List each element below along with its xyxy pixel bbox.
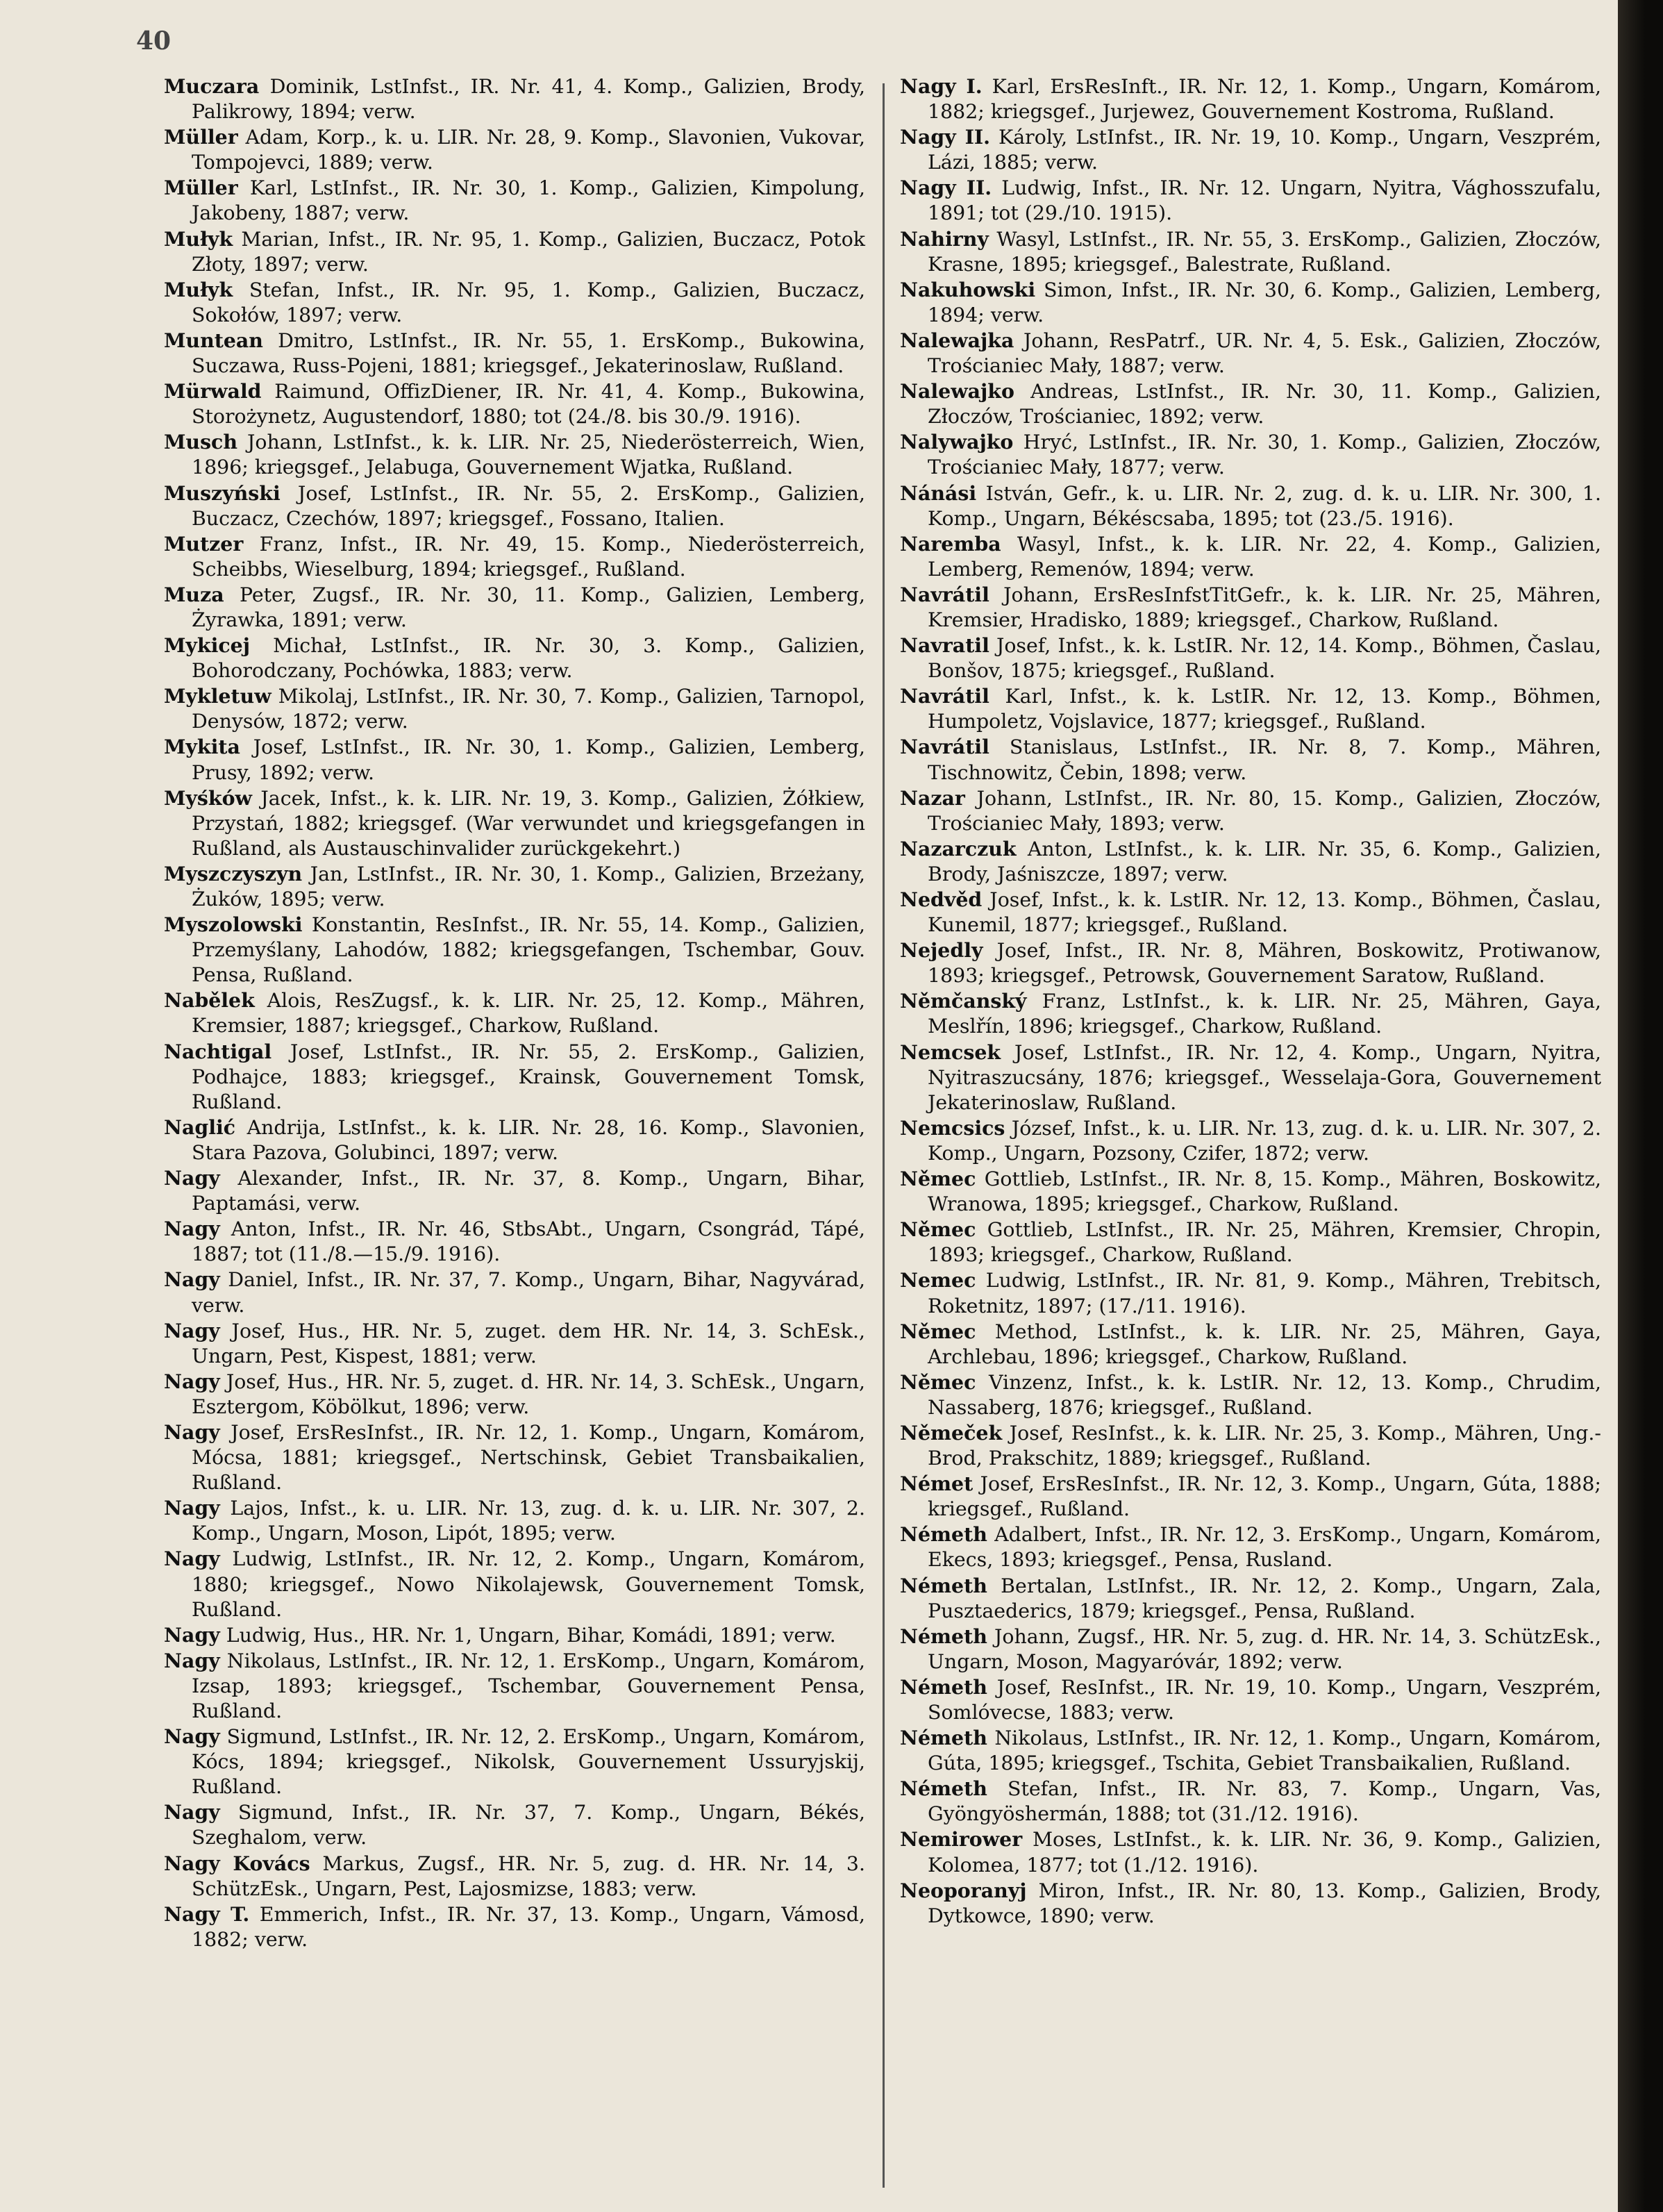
entry-surname: Nahirny (900, 226, 989, 251)
entry-surname: Nagy (164, 1648, 220, 1672)
entry-surname: Naremba (900, 531, 1001, 556)
entry-details: József, Infst., k. u. LIR. Nr. 13, zug. d. k. u. LIR. Nr. 307, 2. Komp., Ungarn, Pozsony, Czifer, 1872; verw. (928, 1116, 1601, 1165)
casualty-entry (164, 277, 865, 328)
entry-details: Ludwig, Infst., IR. Nr. 12. Ungarn, Nyitra, Vághosszufalu, 1891; tot (29./10. 1915). (928, 176, 1601, 225)
column-divider (883, 83, 885, 2188)
entry-details: Gottlieb, LstInfst., IR. Nr. 8, 15. Komp., Mähren, Boskowitz, Wranowa, 1895; kriegsgef., Charkow, Rußland. (928, 1167, 1601, 1216)
casualty-entry (164, 226, 865, 277)
entry-surname: Nagy (164, 1622, 220, 1647)
left-column (164, 74, 865, 1952)
casualty-entry (164, 1420, 865, 1495)
casualty-entry (164, 1369, 865, 1420)
casualty-entry (900, 429, 1601, 480)
casualty-entry (164, 734, 865, 785)
casualty-entry (164, 1622, 865, 1648)
entry-details: Jan, LstInfst., IR. Nr. 30, 1. Komp., Galizien, Brzeżany, Żuków, 1895; verw. (192, 862, 865, 910)
casualty-entry (900, 633, 1601, 683)
entry-details: Alexander, Infst., IR. Nr. 37, 8. Komp., Ungarn, Bihar, Paptamási, verw. (192, 1167, 865, 1215)
entry-surname: Němec (900, 1167, 976, 1191)
entry-surname: Nazarczuk (900, 836, 1017, 860)
entry-surname: Muntean (164, 328, 263, 352)
entry-details: Josef, Hus., HR. Nr. 5, zuget. d. HR. Nr. 14, 3. SchEsk., Ungarn, Esztergom, Köbölkut, 1896; verw. (192, 1370, 865, 1418)
casualty-entry (164, 74, 865, 124)
entry-surname: Nemcsics (900, 1115, 1005, 1140)
entry-details: Nikolaus, LstInfst., IR. Nr. 12, 1. ErsKomp., Ungarn, Komárom, Izsap, 1893; kriegsgef., Tschembar, Gouvernement Pensa, Rußland. (192, 1649, 865, 1722)
entry-details: Sigmund, LstInfst., IR. Nr. 12, 2. ErsKomp., Ungarn, Komárom, Kócs, 1894; kriegsgef., Nikolsk, Gouvernement Ussuryjskij, Rußland. (192, 1725, 865, 1799)
casualty-entry (900, 1624, 1601, 1674)
entry-details: Lajos, Infst., k. u. LIR. Nr. 13, zug. d. k. u. LIR. Nr. 307, 2. Komp., Ungarn, Moson, Lipót, 1895; verw. (192, 1497, 865, 1545)
entry-surname: Navratil (900, 633, 989, 658)
casualty-entry (900, 1319, 1601, 1370)
entry-surname: Nabělek (164, 988, 255, 1013)
entry-surname: Németh (900, 1522, 987, 1547)
entry-surname: Nalewajka (900, 328, 1014, 352)
entry-details: Alois, ResZugsf., k. k. LIR. Nr. 25, 12. Komp., Mähren, Kremsier, 1887; kriegsgef., Charkow, Rußland. (192, 989, 865, 1038)
entry-details: Johann, ErsResInfstTitGefr., k. k. LIR. Nr. 25, Mähren, Kremsier, Hradisko, 1889; kriegsgef., Charkow, Rußland. (928, 583, 1601, 631)
entry-surname: Nagy II. (900, 125, 991, 149)
entry-surname: Nagy (164, 1166, 220, 1190)
casualty-entry (164, 429, 865, 480)
entry-surname: Nagy (164, 1724, 220, 1749)
page-edge-shadow (1618, 0, 1663, 2212)
casualty-entry (900, 226, 1601, 277)
casualty-entry (164, 785, 865, 861)
casualty-entry (900, 481, 1601, 531)
casualty-entry (900, 1217, 1601, 1267)
casualty-entry (900, 1166, 1601, 1217)
casualty-entry (900, 124, 1601, 175)
entry-surname: Nemcsek (900, 1040, 1001, 1064)
entry-surname: Muczara (164, 74, 260, 98)
entry-details: Karl, LstInfst., IR. Nr. 30, 1. Komp., Galizien, Kimpolung, Jakobeny, 1887; verw. (192, 176, 865, 225)
entry-details: Hryć, LstInfst., IR. Nr. 30, 1. Komp., Galizien, Złoczów, Trościaniec Mały, 1877; verw. (928, 431, 1601, 479)
entry-surname: Németh (900, 1624, 987, 1648)
entry-surname: Myszczyszyn (164, 861, 303, 885)
entry-surname: Mułyk (164, 226, 233, 251)
casualty-entry (164, 582, 865, 633)
casualty-entry (164, 1115, 865, 1165)
casualty-entry (900, 328, 1601, 379)
entry-details: Josef, LstInfst., IR. Nr. 12, 4. Komp., Ungarn, Nyitra, Nyitraszucsány, 1876; kriegsgef., Wesselaja-Gora, Gouvernement Jekaterinoslaw, Rußland. (928, 1040, 1601, 1114)
entry-surname: Němec (900, 1370, 976, 1394)
casualty-entry (900, 734, 1601, 785)
casualty-entry (164, 1546, 865, 1622)
entry-surname: Nedvěd (900, 888, 983, 911)
entry-details: Jacek, Infst., k. k. LIR. Nr. 19, 3. Komp., Galizien, Żółkiew, Przystań, 1882; kriegsgef. (War verwundet und kriegsgefangen in Rußland, als Austauschinvalider zurückgekehrt.) (192, 786, 865, 860)
entry-details: Bertalan, LstInfst., IR. Nr. 12, 2. Komp., Ungarn, Zala, Pusztaederics, 1879; kriegsgef., Pensa, Rußland. (928, 1574, 1601, 1622)
entry-details: Johann, LstInfst., k. k. LIR. Nr. 25, Niederösterreich, Wien, 1896; kriegsgef., Jelabuga, Gouvernement Wjatka, Rußland. (192, 431, 865, 479)
entry-details: Miron, Infst., IR. Nr. 80, 13. Komp., Galizien, Brody, Dytkowce, 1890; verw. (928, 1879, 1601, 1927)
entry-surname: Nagy (164, 1369, 220, 1393)
casualty-entry (164, 1851, 865, 1902)
entry-surname: Myśków (164, 785, 252, 810)
entry-surname: Nemec (900, 1268, 976, 1292)
entry-details: Andreas, LstInfst., IR. Nr. 30, 11. Komp., Galizien, Złoczów, Trościaniec, 1892; verw. (928, 380, 1601, 429)
entry-details: Method, LstInfst., k. k. LIR. Nr. 25, Mähren, Gaya, Archlebau, 1896; kriegsgef., Charkow, Rußland. (928, 1320, 1601, 1368)
casualty-entry (900, 785, 1601, 836)
casualty-entry (164, 1902, 865, 1952)
entry-surname: Nemirower (900, 1827, 1023, 1852)
entry-details: Ludwig, Hus., HR. Nr. 1, Ungarn, Bihar, Komádi, 1891; verw. (219, 1623, 836, 1647)
casualty-entry (164, 1724, 865, 1799)
casualty-entry (900, 1827, 1601, 1877)
right-column (900, 74, 1601, 1929)
entry-details: Dominik, LstInfst., IR. Nr. 41, 4. Komp., Galizien, Brody, Palikrowy, 1894; verw. (192, 75, 865, 124)
entry-surname: Nejedly (900, 938, 983, 963)
casualty-entry (900, 531, 1601, 582)
entry-surname: Naglić (164, 1115, 236, 1139)
casualty-entry (164, 1799, 865, 1850)
entry-details: Stanislaus, LstInfst., IR. Nr. 8, 7. Komp., Mähren, Tischnowitz, Čebin, 1898; verw. (928, 735, 1601, 784)
entry-details: Stefan, Infst., IR. Nr. 83, 7. Komp., Ungarn, Vas, Gyöngyöshermán, 1888; tot (31./12. 1916). (928, 1777, 1601, 1826)
casualty-entry (164, 175, 865, 226)
entry-surname: Mułyk (164, 277, 233, 301)
casualty-entry (164, 481, 865, 531)
entry-surname: Němec (900, 1217, 976, 1242)
casualty-entry (164, 124, 865, 175)
entry-details: Josef, LstInfst., IR. Nr. 55, 2. ErsKomp., Galizien, Podhajce, 1883; kriegsgef., Krainsk, Gouvernement Tomsk, Rußland. (192, 1040, 865, 1113)
entry-surname: Němčanský (900, 989, 1027, 1013)
entry-details: Johann, Zugsf., HR. Nr. 5, zug. d. HR. Nr. 14, 3. SchützEsk., Ungarn, Moson, Magyaróvár, 1892; verw. (928, 1624, 1601, 1673)
entry-details: Franz, LstInfst., k. k. LIR. Nr. 25, Mähren, Gaya, Meslřín, 1896; kriegsgef., Charkow, Rußland. (928, 990, 1601, 1038)
entry-details: Josef, ErsResInfst., IR. Nr. 12, 3. Komp., Ungarn, Gúta, 1888; kriegsgef., Rußland. (928, 1472, 1601, 1521)
entry-surname: Németh (900, 1777, 987, 1801)
entry-details: Johann, ResPatrf., UR. Nr. 4, 5. Esk., Galizien, Złoczów, Trościaniec Mały, 1887; verw. (928, 329, 1601, 378)
casualty-entry (164, 988, 865, 1038)
entry-surname: Nachtigal (164, 1039, 272, 1063)
casualty-entry (900, 1471, 1601, 1522)
entry-details: Ludwig, LstInfst., IR. Nr. 12, 2. Komp., Ungarn, Komárom, 1880; kriegsgef., Nowo Nikolajewsk, Gouvernement Tomsk, Rußland. (192, 1547, 865, 1621)
entry-surname: Navrátil (900, 684, 989, 708)
entry-details: Adalbert, Infst., IR. Nr. 12, 3. ErsKomp., Ungarn, Komárom, Ekecs, 1893; kriegsgef., Pensa, Rusland. (928, 1523, 1601, 1572)
entry-surname: Němeček (900, 1420, 1003, 1445)
casualty-entry (900, 836, 1601, 887)
casualty-entry (900, 1725, 1601, 1776)
casualty-entry (900, 582, 1601, 633)
casualty-entry (164, 912, 865, 988)
casualty-entry (900, 1370, 1601, 1420)
entry-details: Konstantin, ResInfst., IR. Nr. 55, 14. Komp., Galizien, Przemyślany, Lahodów, 1882; kriegsgefangen, Tschembar, Gouv. Pensa, Rußland. (192, 913, 865, 987)
entry-surname: Nagy (164, 1496, 220, 1520)
entry-surname: Mürwald (164, 379, 262, 404)
entry-details: Josef, ResInfst., k. k. LIR. Nr. 25, 3. Komp., Mähren, Ung.-Brod, Prakschitz, 1889; kriegsgef., Rußland. (928, 1421, 1601, 1470)
entry-surname: Navrátil (900, 582, 989, 606)
entry-details: Josef, Infst., k. k. LstIR. Nr. 12, 14. Komp., Böhmen, Časlau, Bonšov, 1875; kriegsgef., Rußland. (928, 634, 1601, 683)
entry-details: Wasyl, Infst., k. k. LIR. Nr. 22, 4. Komp., Galizien, Lemberg, Remenów, 1894; verw. (928, 532, 1601, 581)
entry-details: Anton, LstInfst., k. k. LIR. Nr. 35, 6. Komp., Galizien, Brody, Jaśniszcze, 1897; verw. (928, 837, 1601, 885)
casualty-entry (900, 175, 1601, 226)
entry-details: Marian, Infst., IR. Nr. 95, 1. Komp., Galizien, Buczacz, Potok Złoty, 1897; verw. (192, 227, 865, 276)
entry-details: Nikolaus, LstInfst., IR. Nr. 12, 1. Komp., Ungarn, Komárom, Gúta, 1895; kriegsgef., Tschita, Gebiet Transbaikalien, Rußland. (928, 1727, 1601, 1775)
entry-details: Vinzenz, Infst., k. k. LstIR. Nr. 12, 13. Komp., Chrudim, Nassaberg, 1876; kriegsgef., Rußland. (928, 1370, 1601, 1419)
entry-surname: Nazar (900, 785, 965, 810)
entry-surname: Nagy (164, 1547, 220, 1571)
casualty-entry (900, 1420, 1601, 1471)
casualty-entry (900, 1674, 1601, 1725)
casualty-entry (900, 1267, 1601, 1318)
entry-details: Josef, Hus., HR. Nr. 5, zuget. dem HR. Nr. 14, 3. SchEsk., Ungarn, Pest, Kispest, 1881; verw. (192, 1319, 865, 1367)
entry-surname: Musch (164, 430, 237, 454)
entry-surname: Németh (900, 1674, 987, 1699)
casualty-entry (900, 887, 1601, 938)
casualty-entry (164, 1165, 865, 1216)
entry-surname: Németh (900, 1573, 987, 1597)
entry-details: Josef, ErsResInfst., IR. Nr. 12, 1. Komp., Ungarn, Komárom, Mócsa, 1881; kriegsgef., Nertschinsk, Gebiet Transbaikalien, Rußland. (192, 1420, 865, 1495)
entry-surname: Nagy (164, 1420, 220, 1444)
entry-details: Josef, Infst., k. k. LstIR. Nr. 12, 13. Komp., Böhmen, Časlau, Kunemil, 1877; kriegsgef., Rußland. (928, 888, 1601, 937)
casualty-entry (900, 74, 1601, 124)
casualty-entry (900, 1522, 1601, 1572)
casualty-entry (164, 633, 865, 683)
casualty-entry (900, 1040, 1601, 1115)
entry-details: Emmerich, Infst., IR. Nr. 37, 13. Komp., Ungarn, Vámosd, 1882; verw. (192, 1902, 866, 1951)
casualty-entry (900, 379, 1601, 429)
entry-details: Simon, Infst., IR. Nr. 30, 6. Komp., Galizien, Lemberg, 1894; verw. (928, 278, 1601, 326)
entry-details: Raimund, OffizDiener, IR. Nr. 41, 4. Komp., Bukowina, Storożynetz, Augustendorf, 1880; tot (24./8. bis 30./9. 1916). (192, 380, 865, 429)
entry-surname: Nagy I. (900, 74, 983, 98)
entry-surname: Nagy (164, 1217, 220, 1241)
entry-surname: Nalywajko (900, 430, 1014, 454)
entry-details: Gottlieb, LstInfst., IR. Nr. 25, Mähren, Kremsier, Chropin, 1893; kriegsgef., Charkow, Rußland. (928, 1218, 1601, 1267)
casualty-entry (164, 1648, 865, 1724)
entry-surname: Nagy II. (900, 176, 992, 200)
casualty-entry (164, 683, 865, 734)
entry-surname: Nagy Kovács (164, 1851, 310, 1875)
entry-details: Károly, LstInfst., IR. Nr. 19, 10. Komp., Ungarn, Veszprém, Lázi, 1885; verw. (928, 126, 1601, 174)
casualty-entry (900, 277, 1601, 328)
casualty-entry (164, 328, 865, 379)
entry-surname: Müller (164, 125, 238, 149)
entry-surname: Muszyński (164, 481, 281, 505)
entry-details: Moses, LstInfst., k. k. LIR. Nr. 36, 9. Komp., Galizien, Kolomea, 1877; tot (1./12. 1916). (928, 1828, 1601, 1877)
entry-details: Daniel, Infst., IR. Nr. 37, 7. Komp., Ungarn, Bihar, Nagyvárad, verw. (192, 1268, 865, 1317)
entry-surname: Nalewajko (900, 379, 1014, 404)
casualty-entry (164, 1495, 865, 1546)
entry-details: Johann, LstInfst., IR. Nr. 80, 15. Komp., Galizien, Złoczów, Trościaniec Mały, 1893; verw. (928, 786, 1601, 835)
entry-details: Josef, LstInfst., IR. Nr. 30, 1. Komp., Galizien, Lemberg, Prusy, 1892; verw. (192, 735, 865, 784)
entry-surname: Mykita (164, 735, 240, 759)
entry-details: Markus, Zugsf., HR. Nr. 5, zug. d. HR. Nr. 14, 3. SchützEsk., Ungarn, Pest, Lajosmizse, 1883; verw. (192, 1852, 865, 1900)
entry-details: Dmitro, LstInfst., IR. Nr. 55, 1. ErsKomp., Bukowina, Suczawa, Russ-Pojeni, 1881; kriegsgef., Jekaterinoslaw, Rußland. (192, 329, 865, 378)
entry-surname: Muza (164, 582, 224, 606)
entry-details: Anton, Infst., IR. Nr. 46, StbsAbt., Ungarn, Csongrád, Tápé, 1887; tot (11./8.—15./9. 1916). (192, 1217, 865, 1266)
entry-details: Josef, Infst., IR. Nr. 8, Mähren, Boskowitz, Protiwanow, 1893; kriegsgef., Petrowsk, Gouvernement Saratow, Rußland. (928, 939, 1601, 988)
casualty-entry (164, 861, 865, 912)
casualty-entry (900, 1776, 1601, 1827)
casualty-entry (164, 1318, 865, 1369)
entry-details: Ludwig, LstInfst., IR. Nr. 81, 9. Komp., Mähren, Trebitsch, Roketnitz, 1897; (17./11. 1916). (928, 1269, 1601, 1317)
entry-surname: Németh (900, 1726, 987, 1750)
entry-surname: Němec (900, 1319, 976, 1343)
entry-details: Karl, Infst., k. k. LstIR. Nr. 12, 13. Komp., Böhmen, Humpoletz, Vojslavice, 1877; kriegsgef., Rußland. (928, 685, 1601, 733)
entry-surname: Nagy (164, 1318, 220, 1342)
entry-details: Adam, Korp., k. u. LIR. Nr. 28, 9. Komp., Slavonien, Vukovar, Tompojevci, 1889; verw. (192, 126, 865, 174)
entry-details: Franz, Infst., IR. Nr. 49, 15. Komp., Niederösterreich, Scheibbs, Wieselburg, 1894; kriegsgef., Rußland. (192, 532, 865, 581)
entry-surname: Mutzer (164, 531, 244, 556)
casualty-entry (164, 1216, 865, 1267)
entry-details: Josef, ResInfst., IR. Nr. 19, 10. Komp., Ungarn, Veszprém, Somlóvecse, 1883; verw. (928, 1675, 1601, 1724)
entry-details: Josef, LstInfst., IR. Nr. 55, 2. ErsKomp., Galizien, Buczacz, Czechów, 1897; kriegsgef., Fossano, Italien. (192, 481, 865, 530)
casualty-entry (900, 683, 1601, 734)
entry-details: Mikolaj, LstInfst., IR. Nr. 30, 7. Komp., Galizien, Tarnopol, Denysów, 1872; verw. (192, 685, 865, 733)
entry-surname: Nagy T. (164, 1902, 250, 1926)
entry-surname: Müller (164, 176, 238, 200)
entry-details: Michał, LstInfst., IR. Nr. 30, 3. Komp., Galizien, Bohorodczany, Pochówka, 1883; verw. (192, 634, 865, 683)
casualty-entry (900, 1878, 1601, 1929)
entry-details: Peter, Zugsf., IR. Nr. 30, 11. Komp., Galizien, Lemberg, Żyrawka, 1891; verw. (192, 583, 865, 631)
casualty-entry (164, 531, 865, 582)
entry-details: Andrija, LstInfst., k. k. LIR. Nr. 28, 16. Komp., Slavonien, Stara Pazova, Golubinci, 1897; verw. (192, 1115, 865, 1164)
entry-details: Sigmund, Infst., IR. Nr. 37, 7. Komp., Ungarn, Békés, Szeghalom, verw. (192, 1801, 865, 1849)
entry-surname: Nakuhowski (900, 277, 1036, 301)
entry-surname: Neoporanyj (900, 1878, 1027, 1902)
entry-surname: Nagy (164, 1800, 220, 1824)
entry-details: Karl, ErsResInft., IR. Nr. 12, 1. Komp., Ungarn, Komárom, 1882; kriegsgef., Jurjewez, Gouvernement Kostroma, Rußland. (928, 75, 1601, 124)
casualty-entry (900, 938, 1601, 988)
casualty-entry (900, 988, 1601, 1039)
entry-details: István, Gefr., k. u. LIR. Nr. 2, zug. d. k. u. LIR. Nr. 300, 1. Komp., Ungarn, Békéscsaba, 1895; tot (23./5. 1916). (928, 481, 1601, 530)
casualty-entry (900, 1573, 1601, 1624)
entry-surname: Nánási (900, 481, 977, 505)
entry-details: Stefan, Infst., IR. Nr. 95, 1. Komp., Galizien, Buczacz, Sokołów, 1897; verw. (192, 278, 865, 326)
entry-surname: Mykletuw (164, 684, 271, 708)
entry-details: Wasyl, LstInfst., IR. Nr. 55, 3. ErsKomp., Galizien, Złoczów, Krasne, 1895; kriegsgef., Balestrate, Rußland. (928, 227, 1601, 276)
entry-surname: Myszolowski (164, 913, 303, 937)
page-number: 40 (136, 26, 172, 56)
entry-surname: Navrátil (900, 735, 989, 759)
entry-surname: Német (900, 1472, 973, 1496)
casualty-entry (900, 1115, 1601, 1166)
entry-surname: Nagy (164, 1267, 220, 1292)
casualty-entry (164, 379, 865, 429)
casualty-entry (164, 1267, 865, 1317)
entry-surname: Mykicej (164, 633, 251, 658)
casualty-entry (164, 1039, 865, 1115)
